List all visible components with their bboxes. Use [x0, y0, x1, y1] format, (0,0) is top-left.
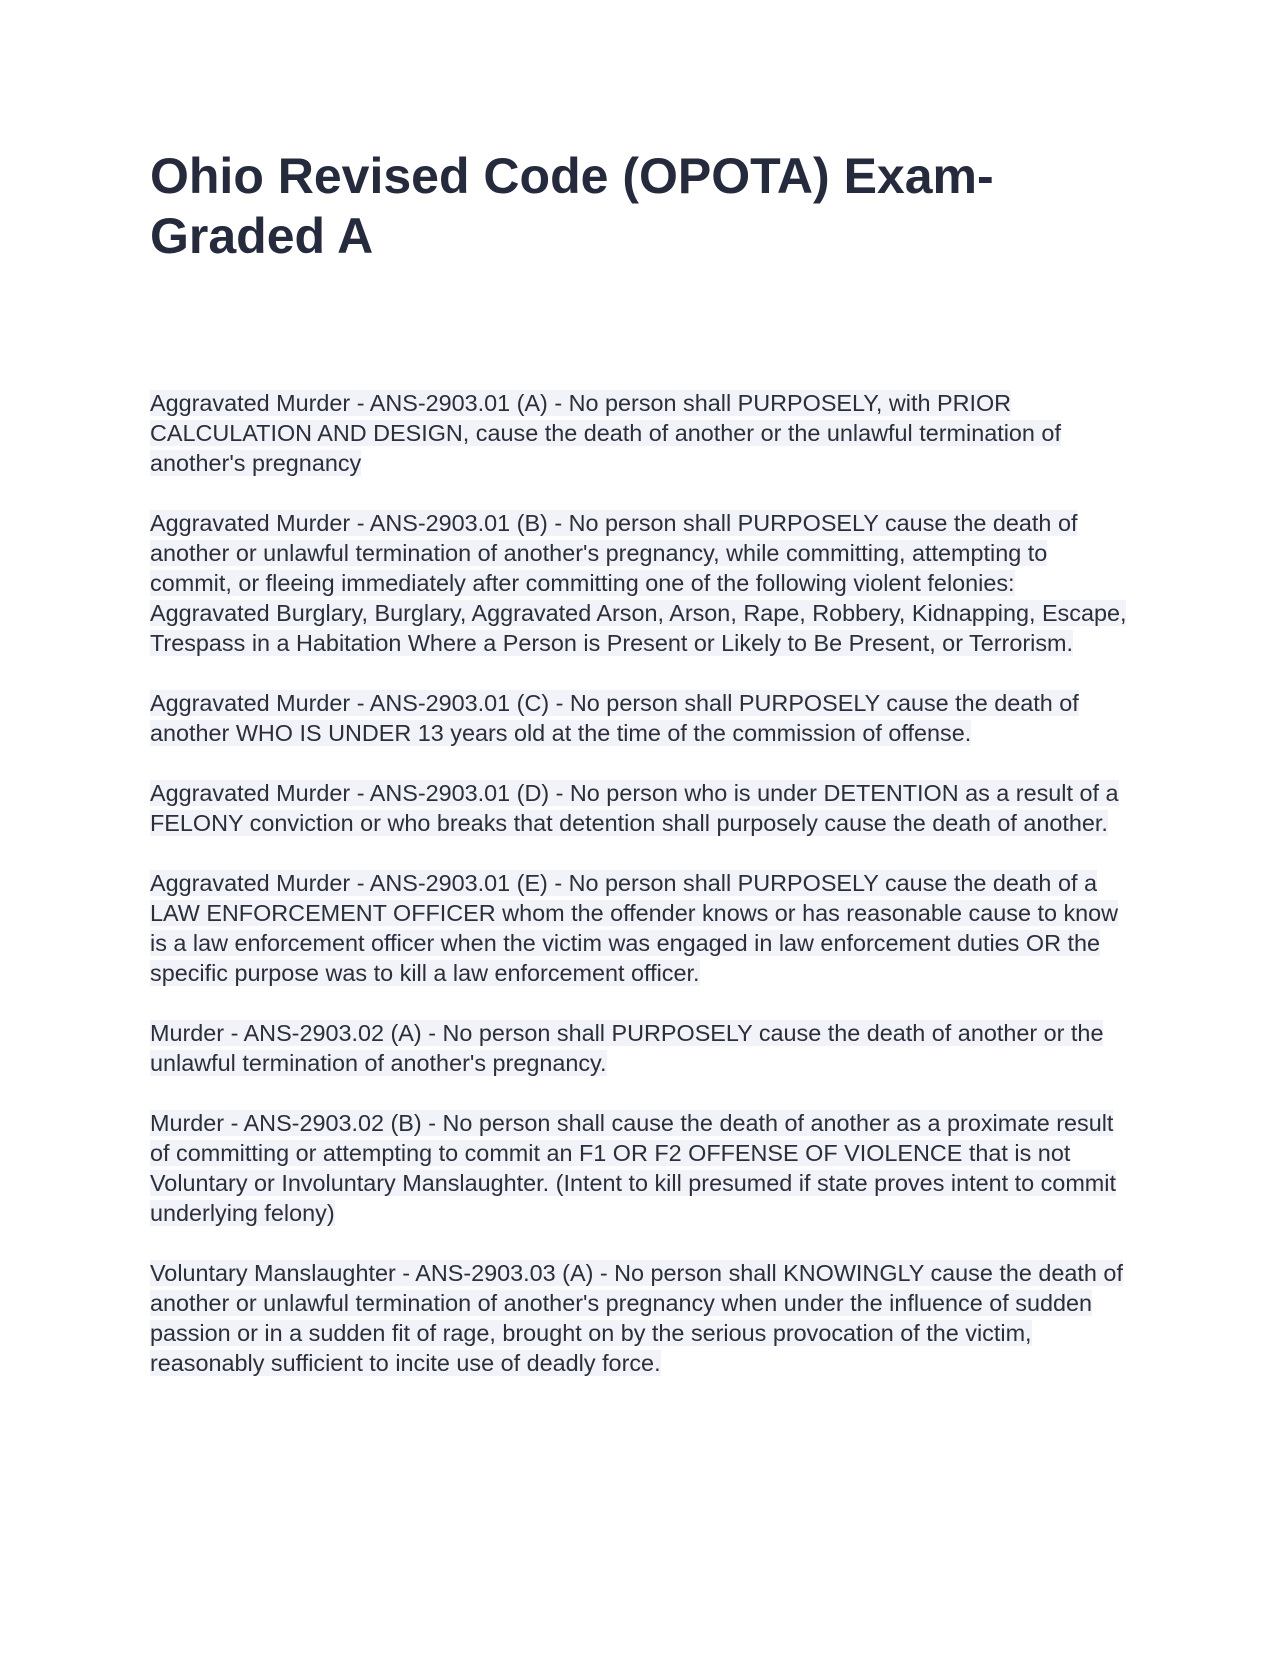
- entry-text: Murder - ANS-2903.02 (A) - No person shall PURPOSELY cause the death of another or the unlawful termination of another's pregnancy.: [150, 1020, 1104, 1076]
- entry-text: Murder - ANS-2903.02 (B) - No person shall cause the death of another as a proximate result of committing or attempting to commit an F1 OR F2 OFFENSE OF VIOLENCE that is not Voluntary or Involuntary Manslaughter. (Intent to kill presumed if state proves intent to commit underlying felony): [150, 1110, 1116, 1226]
- entry-text: Voluntary Manslaughter - ANS-2903.03 (A) - No person shall KNOWINGLY cause the death of another or unlawful termination of another's pregnancy when under the influence of sudden passion or in a sudden fit of rage, brought on by the serious provocation of the victim, reasonably sufficient to incite use of deadly force.: [150, 1260, 1123, 1376]
- entry-voluntary-manslaughter-a: [150, 1258, 1130, 1378]
- entry-murder-b: [150, 1108, 1130, 1228]
- entry-list: [150, 388, 1130, 1408]
- page-title: Ohio Revised Code (OPOTA) Exam- Graded A: [150, 148, 994, 264]
- entry-aggravated-murder-a: [150, 388, 1130, 478]
- entry-aggravated-murder-c: [150, 688, 1130, 748]
- entry-aggravated-murder-d: [150, 778, 1130, 838]
- entry-text: Aggravated Murder - ANS-2903.01 (E) - No person shall PURPOSELY cause the death of a LAW ENFORCEMENT OFFICER whom the offender knows or has reasonable cause to know is a law enforcement officer when the victim was engaged in law enforcement duties OR the specific purpose was to kill a law enforcement officer.: [150, 870, 1119, 986]
- entry-aggravated-murder-b: [150, 508, 1130, 658]
- entry-aggravated-murder-e: [150, 868, 1130, 988]
- entry-text: Aggravated Murder - ANS-2903.01 (A) - No person shall PURPOSELY, with PRIOR CALCULATION AND DESIGN, cause the death of another or the unlawful termination of another's pregnancy: [150, 390, 1061, 476]
- entry-text: Aggravated Murder - ANS-2903.01 (D) - No person who is under DETENTION as a result of a FELONY conviction or who breaks that detention shall purposely cause the death of another.: [150, 780, 1119, 836]
- entry-text: Aggravated Murder - ANS-2903.01 (B) - No person shall PURPOSELY cause the death of another or unlawful termination of another's pregnancy, while committing, attempting to commit, or fleeing immediately after committing one of the following violent felonies: Aggravated Burglary, Burglary, Aggravated Arson, Arson, Rape, Robbery, Kidnapping, Escape, Trespass in a Habitation Where a Person is Present or Likely to Be Present, or Terrorism.: [150, 510, 1127, 656]
- entry-text: Aggravated Murder - ANS-2903.01 (C) - No person shall PURPOSELY cause the death of another WHO IS UNDER 13 years old at the time of the commission of offense.: [150, 690, 1079, 746]
- entry-murder-a: [150, 1018, 1130, 1078]
